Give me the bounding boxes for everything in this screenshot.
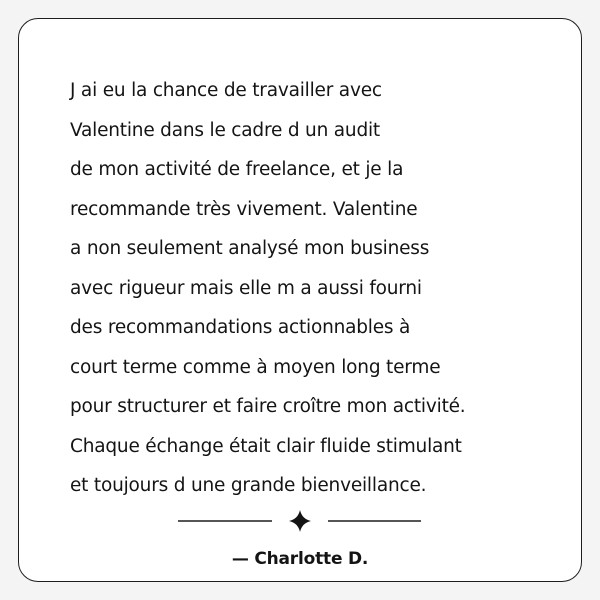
quote-line: court terme comme à moyen long terme [70, 356, 441, 378]
testimonial-quote [70, 71, 540, 506]
quote-line: et toujours d une grande bienveillance. [70, 475, 427, 496]
quote-line: de mon activité de freelance, et je la [70, 159, 404, 180]
quote-line: Chaque échange était clair fluide stimulant [70, 435, 462, 457]
quote-line: Valentine dans le cadre d un audit [70, 119, 380, 141]
testimonial-author: — Charlotte D. [231, 549, 369, 569]
quote-line: recommande très vivement. Valentine [70, 198, 418, 220]
quote-line: avec rigueur mais elle m a aussi fourni [70, 277, 422, 299]
quote-line: des recommandations actionnables à [70, 317, 411, 338]
quote-line: pour structurer et faire croître mon activité. [70, 396, 466, 417]
quote-line: J ai eu la chance de travailler avec [70, 80, 382, 101]
quote-line: a non seulement analysé mon business [70, 238, 430, 259]
